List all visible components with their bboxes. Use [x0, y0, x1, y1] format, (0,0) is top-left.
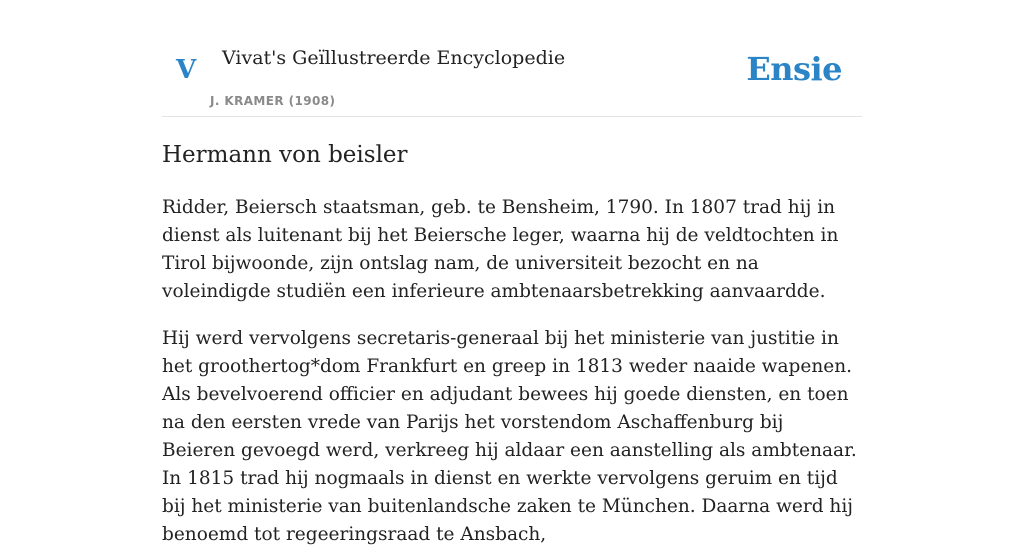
source-header — [162, 0, 862, 117]
article-title: Hermann von beisler — [162, 142, 408, 168]
article-body — [162, 138, 862, 549]
ensie-brand-logo[interactable]: Ensie — [746, 50, 842, 88]
article-paragraph: Ridder, Beiersch staatsman, geb. te Bensheim, 1790. In 1807 trad hij in dienst als luitenant bij het Beiersche leger, waarna hij de veldtochten in Tirol bijwoonde, zijn ontslag nam, de universiteit bezocht en na voleindigde studiën een inferieure ambtenaarsbetrekking aanvaardde. — [162, 197, 839, 302]
source-title-link[interactable]: Vivat's Geïllustreerde Encyclopedie — [222, 47, 566, 69]
article-paragraph: Hij werd vervolgens secretaris-generaal bij het ministerie van justitie in het groothertog*dom Frankfurt en greep in 1813 weder naaide wapenen. Als bevelvoerend officier en adjudant bewees hij goede diensten, en toen na den eersten vrede van Parijs het vorstendom Aschaffenburg bij Beieren gevoegd werd, verkreeg hij aldaar een aanstelling als ambtenaar. In 1815 trad hij nogmaals in dienst en werkte vervolgens geruim en tijd bij het ministerie van buitenlandsche zaken te München. Daarna werd hij benoemd tot regeeringsraad te Ansbach, — [162, 328, 857, 545]
source-logo[interactable]: V — [176, 55, 197, 85]
source-author: J. KRAMER (1908) — [210, 94, 336, 108]
